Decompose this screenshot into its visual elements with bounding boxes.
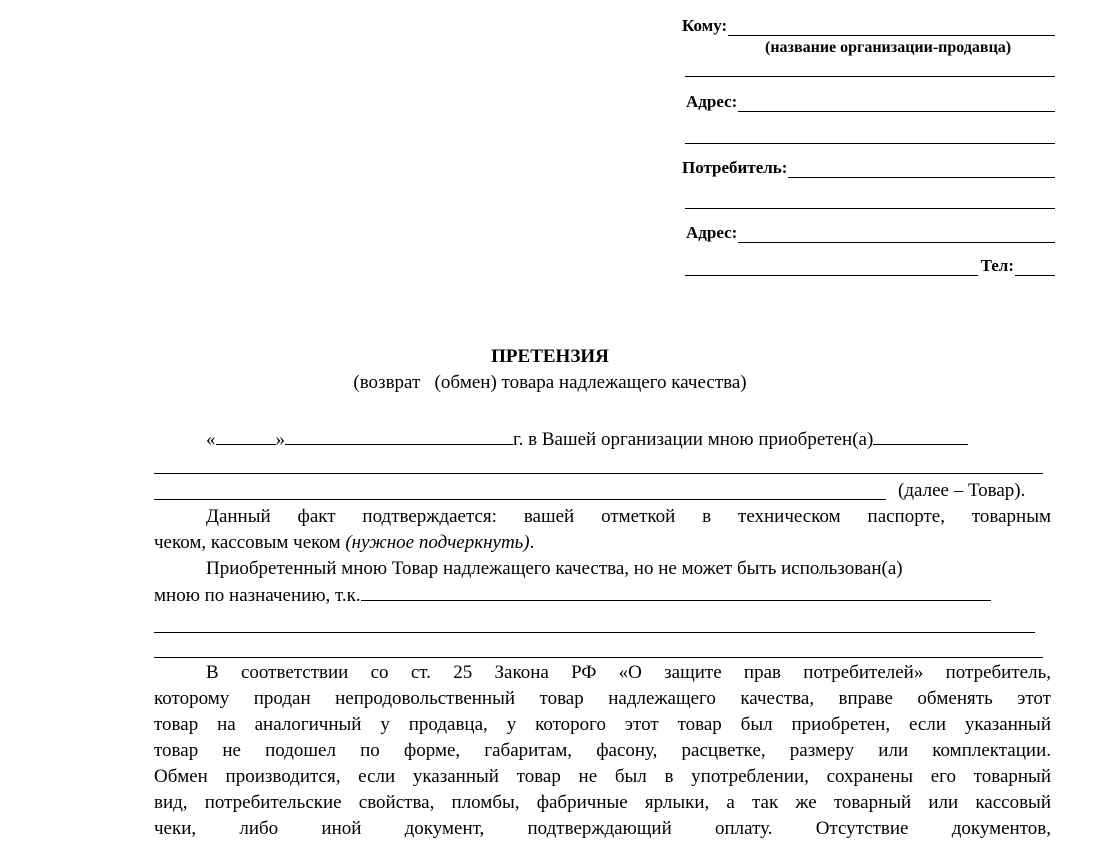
document-subtitle-text: (возврат (обмен) товара надлежащего качества): [353, 372, 747, 393]
unusable-line-1: Приобретенный мною Товар надлежащего качества, но не может быть использован(а): [206, 558, 903, 579]
law-line-3: товар на аналогичный у продавца, у которого этот товар был приобретен, если указанный: [154, 714, 1051, 735]
consumer-label: Потребитель:: [682, 158, 788, 177]
consumer-address-blank-2: [685, 260, 978, 276]
product-blank: [873, 427, 968, 445]
hereinafter-text: (далее – Товар).: [898, 480, 1026, 501]
reason-blank-line-2: [154, 632, 1035, 633]
phone-blank: [1015, 260, 1055, 276]
seller-address-field: [686, 92, 1055, 112]
to-blank: [728, 20, 1055, 36]
law-line-6: вид, потребительские свойства, пломбы, фабричные ярлыки, а так же товарный или кассовый: [154, 792, 1051, 813]
consumer-blank-line-2: [685, 208, 1055, 209]
month-year-blank: [285, 427, 513, 445]
purchase-line: [206, 427, 968, 452]
confirm-line-2: [154, 531, 534, 555]
product-blank-line-2: [154, 473, 1043, 474]
day-blank: [216, 427, 276, 445]
consumer-field: [682, 158, 1055, 178]
phone-label: Тел:: [980, 256, 1014, 275]
law-line-1: В соответствии со ст. 25 Закона РФ «О защите прав потребителей» потребитель,: [206, 662, 1051, 683]
confirm-line-2-end: .: [529, 532, 535, 553]
seller-address-blank: [738, 96, 1055, 112]
to-label: Кому:: [682, 16, 728, 35]
law-line-5: Обмен производится, если указанный товар не был в употреблении, сохранены его товарный: [154, 766, 1051, 787]
consumer-blank: [788, 162, 1055, 178]
date-close-quote: »: [275, 429, 285, 450]
reason-blank-line-3: [154, 657, 1043, 658]
law-line-7: чеки, либо иной документ, подтверждающий оплату. Отсутствие документов,: [154, 818, 1051, 839]
confirm-line-1: Данный факт подтверждается: вашей отметкой в техническом паспорте, товарным: [206, 506, 1051, 527]
consumer-address-field: [686, 223, 1055, 243]
document-subtitle: [0, 371, 1100, 395]
document-title: ПРЕТЕНЗИЯ: [491, 346, 609, 367]
date-open-quote: «: [206, 429, 216, 450]
unusable-line-2: [154, 583, 991, 608]
reason-blank: [361, 583, 991, 601]
unusable-reason-label: мною по назначению, т.к.: [154, 585, 361, 606]
seller-address-label: Адрес:: [686, 92, 738, 111]
law-line-2: которому продан непродовольственный товар надлежащего качества, вправе обменять этот: [154, 688, 1051, 709]
law-line-4: товар не подошел по форме, габаритам, фасону, расцветке, размеру или комплектации.: [154, 740, 1051, 761]
confirm-line-2-text: чеком, кассовым чеком: [154, 532, 341, 553]
phone-field: [685, 256, 1055, 276]
product-blank-line-3: [154, 499, 886, 500]
underline-note: (нужное подчеркнуть): [345, 532, 530, 553]
seller-address-blank-line-2: [685, 143, 1055, 144]
to-field: [682, 16, 1055, 36]
consumer-address-blank: [738, 227, 1055, 243]
consumer-address-label: Адрес:: [686, 223, 738, 242]
to-note: (название организации-продавца): [765, 39, 1012, 56]
to-blank-line-2: [685, 76, 1055, 77]
purchase-text: г. в Вашей организации мною приобретен(а): [513, 429, 874, 450]
